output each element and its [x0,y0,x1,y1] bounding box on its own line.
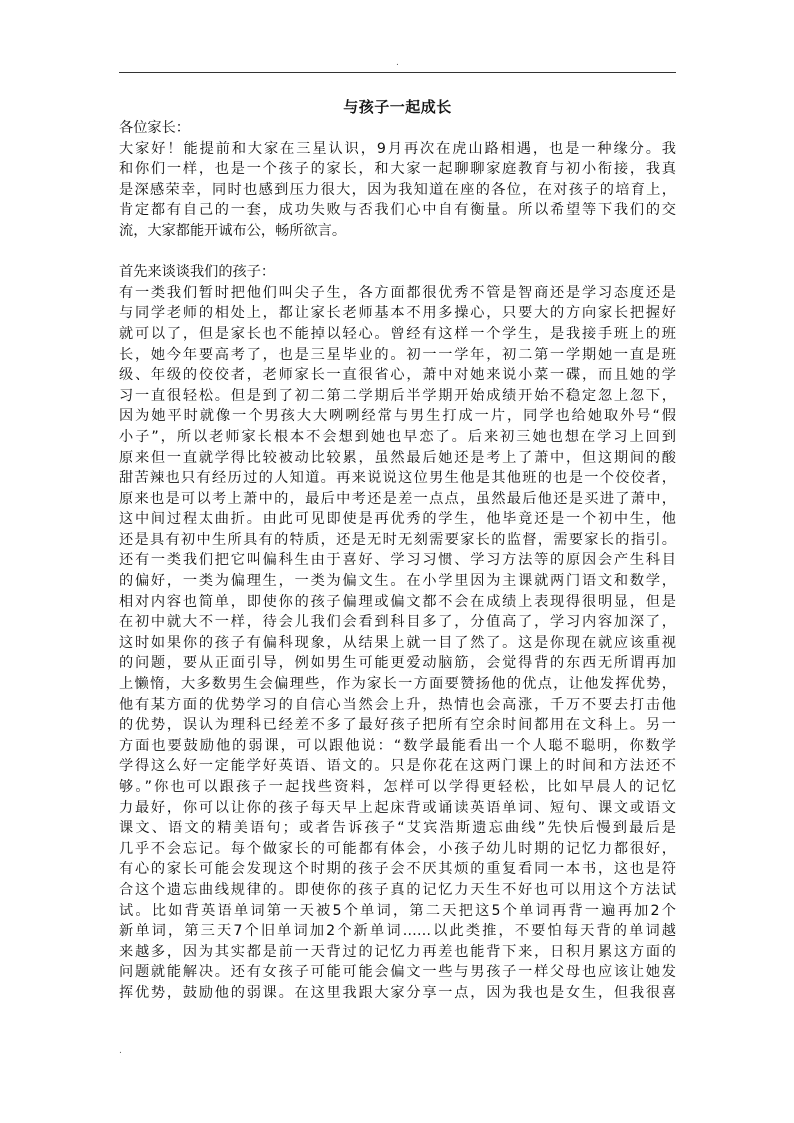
paragraph-line: 和你们一样，也是一个孩子的家长，和大家一起聊聊家庭教育与初小衔接，我真 [119,161,676,178]
paragraph-line: 试。比如背英语单词第一天被5个单词，第二天把这5个单词再背一遍再加2个 [119,902,676,919]
paragraph-line: 相对内容也简单，即使你的孩子偏理或偏文都不会在成绩上表现得很明显，但是 [119,593,676,610]
paragraph-line: 的问题，要从正面引导，例如男生可能更爱动脑筋，会觉得背的东西无所谓再加 [119,655,676,672]
paragraph-line: 原来也是可以考上萧中的，最后中考还是差一点点，虽然最后他还是买进了萧中， [119,490,676,507]
paragraph-line: 习一直很轻松。但是到了初二第二学期后半学期开始成绩开始不稳定忽上忽下， [119,387,676,404]
paragraph-line: 够。”你也可以跟孩子一起找些资料，怎样可以学得更轻松，比如早晨人的记忆 [119,779,676,795]
paragraph-line: 课文、语文的精美语句；或者告诉孩子“艾宾浩斯遗忘曲线”先快后慢到最后是 [119,820,676,837]
paragraph-line: 问题就能解决。还有女孩子可能可能会偏文一些与男孩子一样父母也应该让她发 [119,964,676,981]
paragraph-line: 他有某方面的优势学习的自信心当然会上升，热情也会高涨，千万不要去打击他 [119,696,676,713]
paragraph-line: 还有一类我们把它叫偏科生由于喜好、学习习惯、学习方法等的原因会产生科目 [119,552,676,569]
paragraph-line: 方面也要鼓励他的弱课，可以跟他说：“数学最能看出一个人聪不聪明，你数学 [119,737,676,754]
paragraph-line: 是深感荣幸，同时也感到压力很大，因为我知道在座的各位，在对孩子的培育上， [119,181,676,198]
paragraph-line: 大家好！能提前和大家在三星认识，9月再次在虎山路相遇，也是一种缘分。我 [119,140,676,157]
paragraph-line: 因为她平时就像一个男孩大大咧咧经常与男生打成一片，同学也给她取外号“假 [119,408,676,425]
paragraph-line: 合这个遗忘曲线规律的。即使你的孩子真的记忆力天生不好也可以用这个方法试 [119,881,676,898]
paragraph-line: 级、年级的佼佼者，老师家长一直很省心，萧中对她来说小菜一碟，而且她的学 [119,367,676,384]
paragraph-line: 原来但一直就学得比较被动比较累，虽然最后她还是考上了萧中，但这期间的酸 [119,449,676,466]
paragraph-line: 还是具有初中生所具有的特质，还是无时无刻需要家长的监督，需要家长的指引。 [119,531,676,548]
paragraph-line: 来越多，因为其实都是前一天背过的记忆力再差也能背下来，日积月累这方面的 [119,943,676,960]
paragraph-line: 有一类我们暂时把他们叫尖子生，各方面都很优秀不管是智商还是学习态度还是 [119,284,676,301]
paragraph-line: 学得这么好一定能学好英语、语文的。只是你花在这两门课上的时间和方法还不 [119,758,676,775]
document-title: 与孩子一起成长 [343,98,452,116]
paragraph-line: 流，大家都能开诚布公，畅所欲言。 [119,222,347,239]
paragraph-children [119,283,676,1004]
paragraph-line: 几乎不会忘记。每个做家长的可能都有体会，小孩子幼儿时期的记忆力都很好， [119,840,676,857]
paragraph-line: 与同学老师的相处上，都让家长老师基本不用多操心，只要大的方向家长把握好 [119,305,676,322]
paragraph-intro [119,139,676,242]
header-mark: . [396,58,399,68]
paragraph-line: 这中间过程太曲折。由此可见即使是再优秀的学生，他毕竟还是一个初中生，他 [119,511,676,528]
paragraph-line: 新单词，第三天7个旧单词加2个新单词……以此类推，不要怕每天背的单词越 [119,923,676,940]
header-rule [119,72,676,73]
paragraph-line: 有心的家长可能会发现这个时期的孩子会不厌其烦的重复看同一本书，这也是符 [119,861,676,878]
paragraph-line: 的优势，误认为理科已经差不多了最好孩子把所有空余时间都用在文科上。另一 [119,717,676,734]
paragraph-line: 的偏好，一类为偏理生，一类为偏文生。在小学里因为主课就两门语文和数学， [119,573,676,590]
paragraph-line: 长，她今年要高考了，也是三星毕业的。初一一学年，初二第一学期她一直是班 [119,346,676,363]
paragraph-line: 挥优势，鼓励他的弱课。在这里我跟大家分享一点，因为我也是女生，但我很喜 [119,984,676,1001]
paragraph-line: 上懒惰，大多数男生会偏理些，作为家长一方面要赞扬他的优点，让他发挥优势， [119,676,676,693]
footer-mark: . [119,1046,122,1056]
paragraph-line: 力最好，你可以让你的孩子每天早上起床背或诵读英语单词、短句、课文或语文 [119,799,676,816]
paragraph-line: 小子”，所以老师家长根本不会想到她也早恋了。后来初三她也想在学习上回到 [119,428,676,445]
paragraph-line: 肯定都有自己的一套，成功失败与否我们心中自有衡量。所以希望等下我们的交 [119,202,676,219]
section-heading: 首先来谈谈我们的孩子： [119,264,276,281]
paragraph-line: 这时如果你的孩子有偏科现象，从结果上就一目了然了。这是你现在就应该重视 [119,634,676,651]
document-body [119,118,676,1004]
paragraph-line: 就可以了，但是家长也不能掉以轻心。曾经有这样一个学生，是我接手班上的班 [119,325,676,342]
paragraph-line: 甜苦辣也只有经历过的人知道。再来说说这位男生他是其他班的也是一个佼佼者， [119,470,676,487]
blank-line [119,242,676,263]
paragraph-line: 在初中就大不一样，待会儿我们会看到科目多了，分值高了，学习内容加深了， [119,614,676,631]
salutation: 各位家长： [119,120,190,136]
